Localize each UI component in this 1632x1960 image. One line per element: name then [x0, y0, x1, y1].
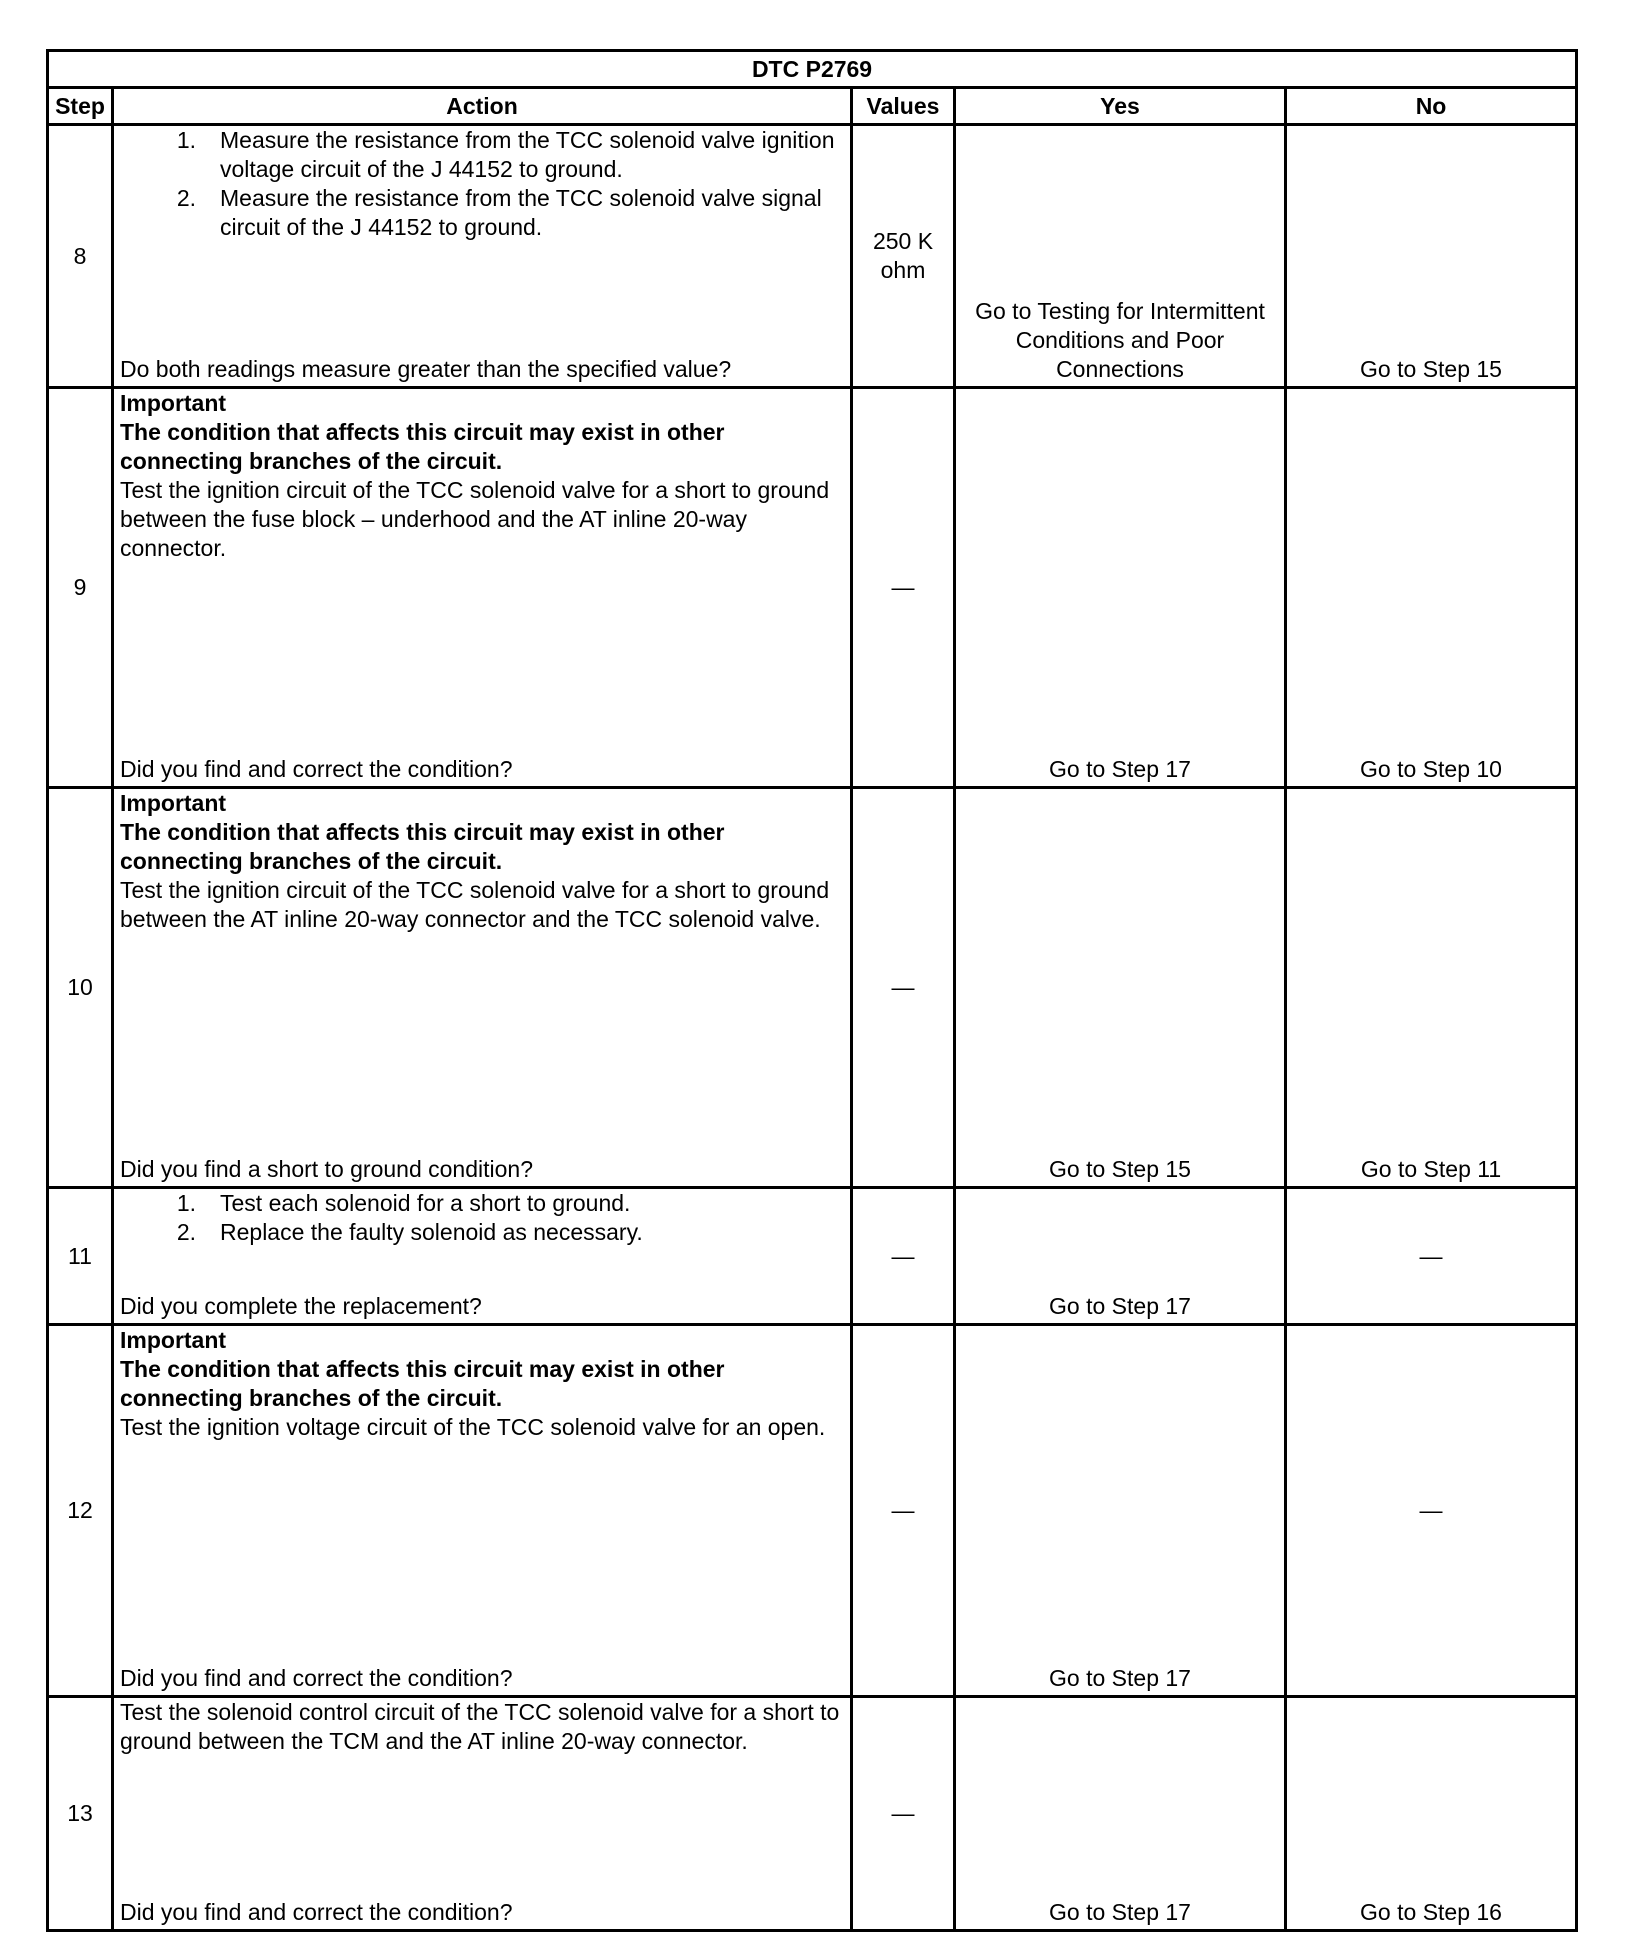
table-row — [48, 388, 1577, 788]
action-cell — [113, 1188, 852, 1325]
yes-cell: Go to Step 17 — [955, 1188, 1286, 1325]
yes-cell: Go to Step 17 — [955, 1697, 1286, 1931]
value-cell: — — [852, 388, 955, 788]
table-row — [48, 1188, 1577, 1325]
important-note: The condition that affects this circuit may exist in other connecting branches of the circuit. — [120, 819, 725, 874]
list-item: 2. Measure the resistance from the TCC solenoid valve signal circuit of the J 44152 to ground. — [176, 185, 822, 240]
yes-cell: Go to Step 17 — [955, 1325, 1286, 1697]
value-cell: 250 K ohm — [852, 125, 955, 388]
table-title: DTC P2769 — [48, 51, 1577, 88]
step-number: 8 — [48, 125, 113, 388]
step-number: 10 — [48, 788, 113, 1188]
step-number: 9 — [48, 388, 113, 788]
no-cell: Go to Step 11 — [1286, 788, 1577, 1188]
action-cell — [113, 125, 852, 388]
important-note: The condition that affects this circuit may exist in other connecting branches of the circuit. — [120, 419, 725, 474]
no-cell: — — [1286, 1188, 1577, 1325]
table-row — [48, 125, 1577, 388]
value-cell: — — [852, 788, 955, 1188]
header-yes: Yes — [955, 88, 1286, 125]
action-question: Do both readings measure greater than the specified value? — [120, 356, 732, 382]
action-question: Did you find and correct the condition? — [120, 1665, 513, 1691]
no-cell: Go to Step 15 — [1286, 125, 1577, 388]
value-cell: — — [852, 1188, 955, 1325]
step-number: 12 — [48, 1325, 113, 1697]
action-text: Test the ignition circuit of the TCC solenoid valve for a short to ground between the AT inline 20-way connector and the TCC solenoid valve. — [120, 877, 830, 932]
action-text: Test the solenoid control circuit of the TCC solenoid valve for a short to ground between the TCM and the AT inline 20-way connector. — [120, 1699, 840, 1754]
step-number: 11 — [48, 1188, 113, 1325]
yes-cell: Go to Step 17 — [955, 388, 1286, 788]
important-note: The condition that affects this circuit may exist in other connecting branches of the circuit. — [120, 1356, 725, 1411]
action-question: Did you find and correct the condition? — [120, 1899, 513, 1925]
list-item: 1. Test each solenoid for a short to ground. — [176, 1190, 631, 1216]
important-label: Important — [120, 390, 227, 416]
value-cell: — — [852, 1325, 955, 1697]
list-item: 2. Replace the faulty solenoid as necessary. — [176, 1219, 643, 1245]
action-cell — [113, 1697, 852, 1931]
list-item: 1. Measure the resistance from the TCC solenoid valve ignition voltage circuit of the J 44152 to ground. — [176, 127, 835, 182]
no-cell: — — [1286, 1325, 1577, 1697]
action-cell — [113, 788, 852, 1188]
no-cell: Go to Step 10 — [1286, 388, 1577, 788]
header-no: No — [1286, 88, 1577, 125]
action-question: Did you find a short to ground condition? — [120, 1156, 533, 1182]
value-cell: — — [852, 1697, 955, 1931]
action-question: Did you complete the replacement? — [120, 1293, 482, 1319]
important-label: Important — [120, 790, 227, 816]
header-step: Step — [48, 88, 113, 125]
diagnostic-table — [46, 49, 1578, 1932]
action-steps — [120, 1189, 846, 1247]
step-number: 13 — [48, 1697, 113, 1931]
yes-cell: Go to Testing for Intermittent Conditions and Poor Connections — [955, 125, 1286, 388]
table-row — [48, 1325, 1577, 1697]
table-row — [48, 788, 1577, 1188]
header-action: Action — [113, 88, 852, 125]
action-question: Did you find and correct the condition? — [120, 756, 513, 782]
yes-cell: Go to Step 15 — [955, 788, 1286, 1188]
action-text: Test the ignition voltage circuit of the TCC solenoid valve for an open. — [120, 1414, 826, 1440]
header-values: Values — [852, 88, 955, 125]
action-cell — [113, 1325, 852, 1697]
table-row — [48, 1697, 1577, 1931]
action-steps — [120, 126, 846, 242]
action-text: Test the ignition circuit of the TCC solenoid valve for a short to ground between the fuse block – underhood and the AT inline 20-way connector. — [120, 477, 830, 561]
no-cell: Go to Step 16 — [1286, 1697, 1577, 1931]
important-label: Important — [120, 1327, 227, 1353]
action-cell — [113, 388, 852, 788]
